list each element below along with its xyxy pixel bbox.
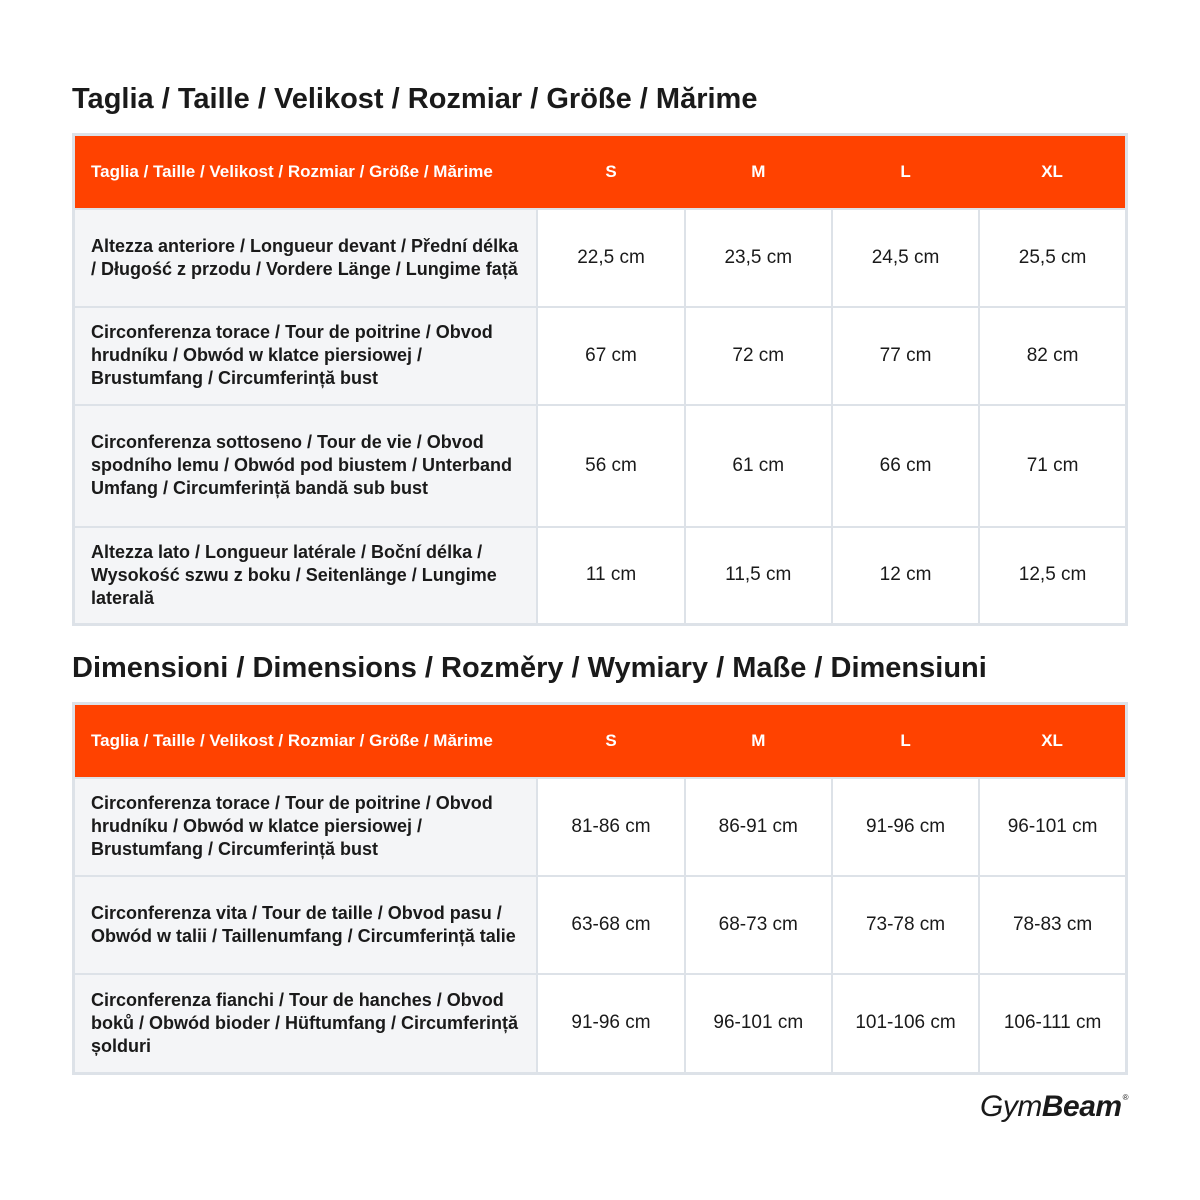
value-cell: 23,5 cm xyxy=(685,209,832,307)
row-label: Circonferenza sottoseno / Tour de vie / Obvod spodního lemu / Obwód pod biustem / Unterband Umfang / Circumferință bandă sub bust xyxy=(74,405,538,527)
value-cell: 71 cm xyxy=(979,405,1126,527)
row-label: Altezza anteriore / Longueur devant / Přední délka / Długość z przodu / Vordere Länge / Lungime față xyxy=(74,209,538,307)
value-cell: 96-101 cm xyxy=(685,974,832,1074)
table-row xyxy=(74,527,1127,625)
row-label: Circonferenza torace / Tour de poitrine / Obvod hrudníku / Obwód w klatce piersiowej / Brustumfang / Circumferință bust xyxy=(74,778,538,876)
table-row xyxy=(74,209,1127,307)
header-size-s: S xyxy=(537,135,684,209)
table-header-row xyxy=(74,135,1127,209)
value-cell: 22,5 cm xyxy=(537,209,684,307)
value-cell: 72 cm xyxy=(685,307,832,405)
header-size-xl: XL xyxy=(979,704,1126,778)
value-cell: 68-73 cm xyxy=(685,876,832,974)
brand-name-bold: Beam xyxy=(1041,1090,1122,1123)
table-row xyxy=(74,307,1127,405)
value-cell: 56 cm xyxy=(537,405,684,527)
dimensions-chart-table xyxy=(72,702,1128,1075)
value-cell: 96-101 cm xyxy=(979,778,1126,876)
size-chart-title: Taglia / Taille / Velikost / Rozmiar / Größe / Mărime xyxy=(72,83,758,115)
size-chart-table xyxy=(72,133,1128,626)
value-cell: 61 cm xyxy=(685,405,832,527)
row-label: Circonferenza torace / Tour de poitrine / Obvod hrudníku / Obwód w klatce piersiowej / Brustumfang / Circumferință bust xyxy=(74,307,538,405)
value-cell: 86-91 cm xyxy=(685,778,832,876)
table-header-row xyxy=(74,704,1127,778)
header-size-l: L xyxy=(832,704,979,778)
header-size-m: M xyxy=(685,135,832,209)
value-cell: 78-83 cm xyxy=(979,876,1126,974)
value-cell: 11 cm xyxy=(537,527,684,625)
header-size-xl: XL xyxy=(979,135,1126,209)
brand-logo xyxy=(980,1090,1128,1128)
value-cell: 67 cm xyxy=(537,307,684,405)
header-size-label: Taglia / Taille / Velikost / Rozmiar / Größe / Mărime xyxy=(74,704,538,778)
value-cell: 66 cm xyxy=(832,405,979,527)
registered-mark: ® xyxy=(1122,1093,1128,1102)
value-cell: 12,5 cm xyxy=(979,527,1126,625)
value-cell: 11,5 cm xyxy=(685,527,832,625)
row-label: Circonferenza fianchi / Tour de hanches / Obvod boků / Obwód bioder / Hüftumfang / Circumferință șolduri xyxy=(74,974,538,1074)
row-label: Altezza lato / Longueur latérale / Boční délka / Wysokość szwu z boku / Seitenlänge / Lungime laterală xyxy=(74,527,538,625)
table-row xyxy=(74,778,1127,876)
row-label: Circonferenza vita / Tour de taille / Obvod pasu / Obwód w talii / Taillenumfang / Circumferință talie xyxy=(74,876,538,974)
value-cell: 106-111 cm xyxy=(979,974,1126,1074)
value-cell: 25,5 cm xyxy=(979,209,1126,307)
header-size-m: M xyxy=(685,704,832,778)
value-cell: 81-86 cm xyxy=(537,778,684,876)
table-row xyxy=(74,876,1127,974)
value-cell: 101-106 cm xyxy=(832,974,979,1074)
value-cell: 63-68 cm xyxy=(537,876,684,974)
dimensions-chart-title: Dimensioni / Dimensions / Rozměry / Wymiary / Maße / Dimensiuni xyxy=(72,652,987,684)
header-size-l: L xyxy=(832,135,979,209)
header-size-s: S xyxy=(537,704,684,778)
value-cell: 91-96 cm xyxy=(832,778,979,876)
value-cell: 73-78 cm xyxy=(832,876,979,974)
brand-name-light: Gym xyxy=(980,1090,1042,1123)
value-cell: 91-96 cm xyxy=(537,974,684,1074)
header-size-label: Taglia / Taille / Velikost / Rozmiar / Größe / Mărime xyxy=(74,135,538,209)
table-row xyxy=(74,405,1127,527)
table-row xyxy=(74,974,1127,1074)
value-cell: 77 cm xyxy=(832,307,979,405)
value-cell: 12 cm xyxy=(832,527,979,625)
value-cell: 82 cm xyxy=(979,307,1126,405)
value-cell: 24,5 cm xyxy=(832,209,979,307)
